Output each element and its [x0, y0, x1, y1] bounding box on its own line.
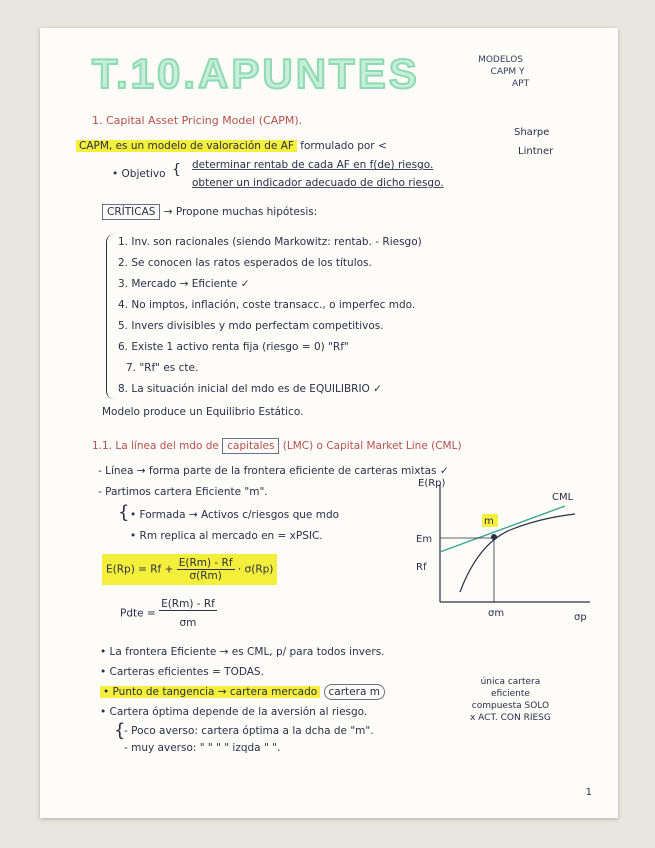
slope-numerator: E(Rm) - Rf — [161, 598, 215, 610]
cml-graph — [400, 474, 600, 634]
slope-fraction — [159, 598, 217, 629]
cml-bullet: • Carteras eficientes = TODAS. — [100, 666, 264, 678]
note-line: única cartera — [480, 677, 541, 687]
notes-page — [40, 28, 618, 818]
author-sharpe: Sharpe — [514, 127, 550, 138]
objective-item: obtener un indicador adecuado de dicho riesgo. — [192, 177, 444, 189]
title-note-line: APT — [512, 79, 530, 89]
cml-bullet: • Cartera óptima depende de la aversión al riesgo. — [100, 706, 368, 718]
objective-label: • Objetivo — [112, 168, 166, 180]
sm-label: σm — [488, 608, 505, 619]
tangency-boxed: cartera m — [324, 684, 385, 700]
formula-lhs: E(Rp) = Rf + — [106, 563, 174, 576]
formula-denominator: σ(Rm) — [189, 570, 222, 582]
cml-item: - Partimos cartera Eficiente "m". — [98, 486, 268, 498]
section-heading: 1. Capital Asset Pricing Model (CAPM). — [92, 114, 303, 127]
model-conclusion: Modelo produce un Equilibrio Estático. — [102, 406, 304, 418]
aversion-brace: { — [114, 720, 126, 741]
page-number: 1 — [585, 787, 592, 798]
hypothesis-item: 4. No imptos, inflación, coste transacc., o imperfec mdo. — [118, 299, 416, 311]
hypothesis-item: 2. Se conocen las ratos esperados de los títulos. — [118, 257, 372, 269]
point-label: m — [484, 516, 494, 527]
cml-sub-item: • Rm replica al mercado en = xPSIC. — [130, 530, 323, 542]
rf-label: Rf — [416, 562, 427, 573]
slope-lhs: Pdte = — [120, 607, 156, 620]
slope-denominator: σm — [179, 617, 197, 629]
cml-sub-item: • Formada → Activos c/riesgos que mdo — [130, 509, 340, 521]
hypothesis-item: 8. La situación inicial del mdo es de EQUILIBRIO ✓ — [118, 383, 382, 395]
subsection-heading-post: (LMC) o Capital Market Line (CML) — [282, 440, 462, 452]
criticas-line — [102, 206, 317, 218]
aversion-item: - muy averso: " " " " izqda " ". — [124, 742, 281, 754]
cml-line — [440, 506, 565, 552]
page-title: T.10.APUNTES — [92, 50, 420, 97]
efficient-frontier — [460, 514, 575, 592]
market-portfolio-note — [470, 676, 551, 724]
cml-bullet: • La frontera Eficiente → es CML, p/ para todos invers. — [100, 646, 385, 658]
em-label: Em — [416, 534, 433, 545]
capm-definition — [76, 140, 387, 152]
hypothesis-item: 5. Invers divisibles y mdo perfectam competitivos. — [118, 320, 384, 332]
cml-formula — [102, 554, 277, 585]
hypothesis-item: 3. Mercado → Eficiente ✓ — [118, 278, 250, 290]
note-line: x ACT. CON RIESG — [470, 713, 551, 723]
objective-brace: { — [172, 162, 181, 178]
author-arrow: < — [377, 140, 387, 152]
y-axis-label: E(Rp) — [418, 478, 446, 489]
hypothesis-item: 6. Existe 1 activo renta fija (riesgo = 0) "Rf" — [118, 341, 349, 353]
hypothesis-item: 7. "Rf" es cte. — [126, 362, 199, 374]
slope-formula — [120, 598, 217, 629]
definition-rest: formulado por — [300, 140, 375, 152]
title-note-line: CAPM Y — [490, 67, 525, 77]
criticas-text: → Propone muchas hipótesis: — [163, 206, 318, 218]
formula-fraction — [177, 557, 235, 582]
formula-numerator: E(Rm) - Rf — [178, 557, 233, 569]
note-line: compuesta SOLO — [471, 701, 550, 711]
subsection-heading-pre: 1.1. La línea del mdo de — [92, 440, 219, 452]
tangency-text: • Punto de tangencia → cartera mercado — [100, 686, 320, 698]
cml-bullet-tangency — [100, 686, 385, 698]
title-note — [472, 54, 529, 90]
objective-item: determinar rentab de cada AF en f(de) riesgo. — [192, 159, 434, 171]
hypothesis-item: 1. Inv. son racionales (siendo Markowitz: rentab. - Riesgo) — [118, 236, 422, 248]
sub-brace: { — [118, 502, 130, 523]
x-axis-label: σp — [574, 612, 587, 623]
market-portfolio-point — [491, 534, 497, 540]
title-note-line: MODELOS — [478, 55, 524, 65]
note-line: eficiente — [490, 689, 530, 699]
subsection-heading — [92, 440, 462, 452]
author-lintner: Lintner — [518, 146, 554, 157]
subsection-heading-boxed: capitales — [222, 438, 279, 454]
cml-item: - Línea → forma parte de la frontera eficiente de carteras mixtas ✓ — [98, 465, 449, 477]
aversion-item: - Poco averso: cartera óptima a la dcha de "m". — [124, 725, 374, 737]
criticas-label: CRÍTICAS — [102, 204, 160, 220]
definition-highlight: CAPM, es un modelo de valoración de AF — [76, 140, 297, 152]
hypotheses-brace — [106, 234, 115, 399]
formula-rhs: · σ(Rp) — [237, 563, 274, 576]
cml-line-label: CML — [552, 492, 574, 503]
